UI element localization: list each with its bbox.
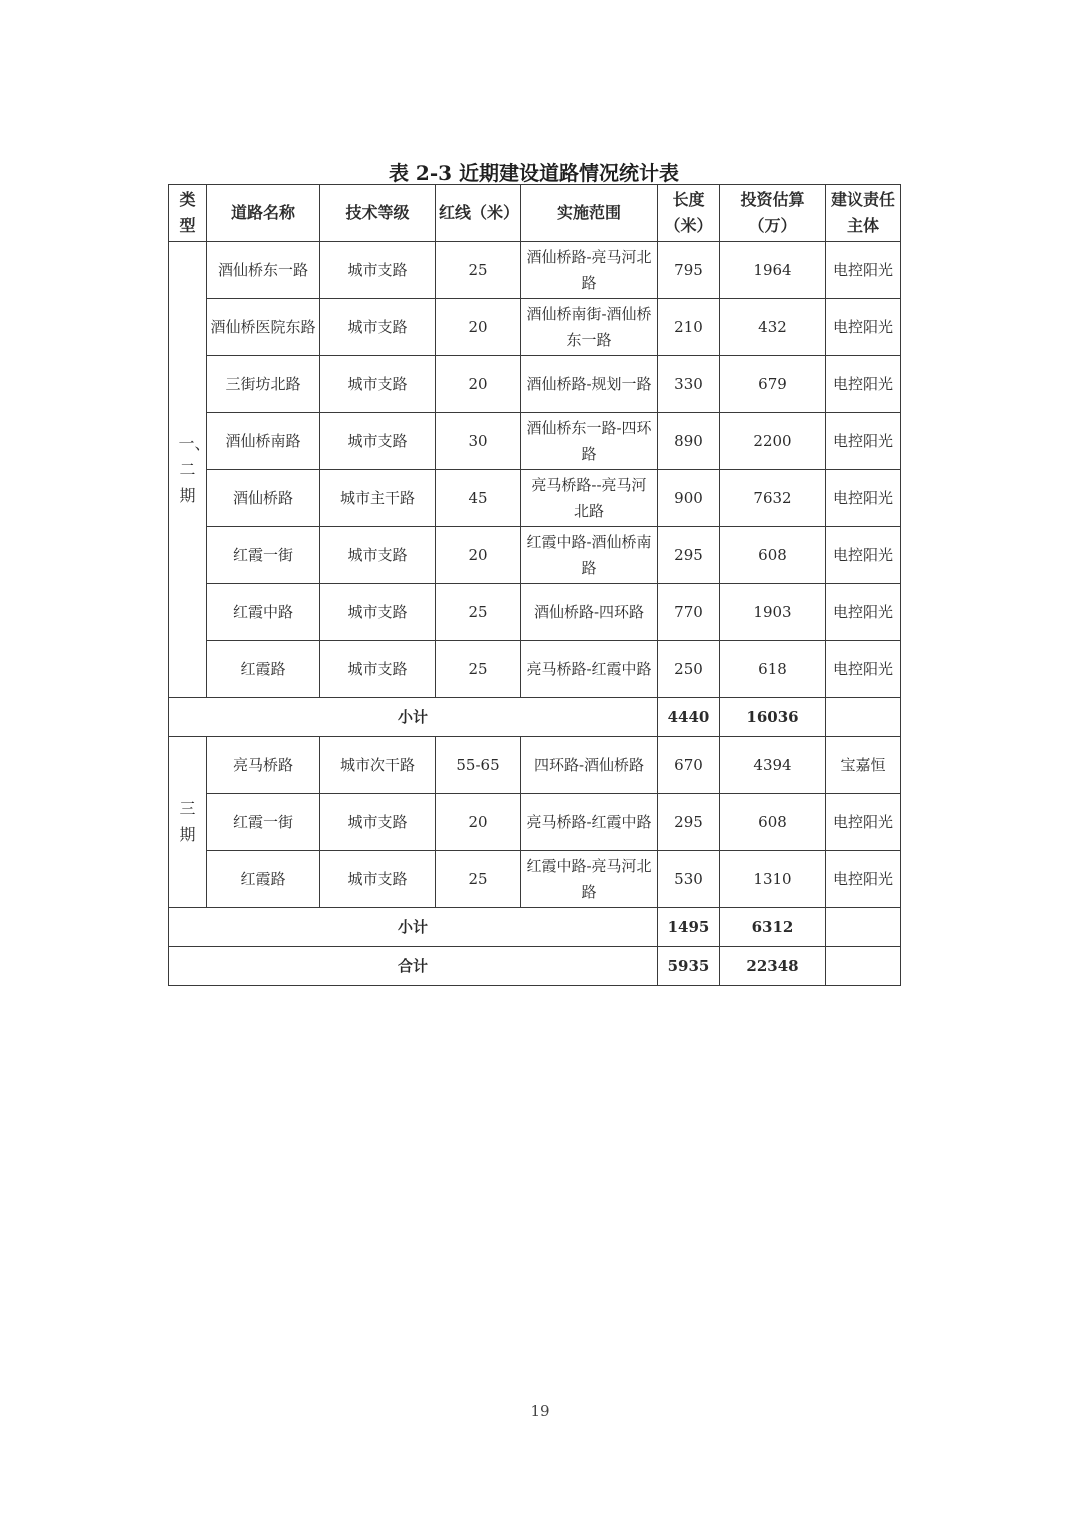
- road-statistics-table: [168, 184, 901, 986]
- cell-range: 亮马桥路-红霞中路: [521, 641, 658, 698]
- cell-name: 红霞一街: [207, 527, 320, 584]
- group-type-cell: [169, 242, 211, 698]
- cell-length: 295: [658, 527, 720, 584]
- cell-range: 酒仙桥南街-酒仙桥东一路: [521, 299, 658, 356]
- cell-range: 亮马桥路--亮马河北路: [521, 470, 658, 527]
- header-investment: 投资估算（万）: [720, 185, 826, 242]
- total-owner-empty: [826, 947, 901, 986]
- cell-grade: 城市支路: [320, 356, 436, 413]
- cell-owner: 电控阳光: [826, 470, 901, 527]
- cell-name: 酒仙桥路: [207, 470, 320, 527]
- subtotal-label: 小计: [169, 698, 658, 737]
- cell-length: 530: [658, 851, 720, 908]
- cell-investment: 1964: [720, 242, 826, 299]
- cell-length: 250: [658, 641, 720, 698]
- cell-name: 红霞中路: [207, 584, 320, 641]
- cell-owner: 电控阳光: [826, 584, 901, 641]
- group-type-label: 一、二期: [178, 433, 211, 505]
- cell-red-line: 30: [436, 413, 521, 470]
- cell-length: 770: [658, 584, 720, 641]
- cell-length: 670: [658, 737, 720, 794]
- table-row: [169, 641, 901, 698]
- subtotal-label: 小计: [169, 908, 658, 947]
- cell-range: 酒仙桥路-亮马河北路: [521, 242, 658, 299]
- subtotal-owner-empty: [826, 698, 901, 737]
- cell-investment: 618: [720, 641, 826, 698]
- cell-investment: 4394: [720, 737, 826, 794]
- cell-investment: 608: [720, 527, 826, 584]
- header-type: 类型: [169, 185, 207, 242]
- table-row: [169, 299, 901, 356]
- cell-investment: 432: [720, 299, 826, 356]
- cell-range: 红霞中路-酒仙桥南路: [521, 527, 658, 584]
- cell-red-line: 25: [436, 242, 521, 299]
- subtotal-length: 4440: [658, 698, 720, 737]
- cell-grade: 城市支路: [320, 242, 436, 299]
- cell-red-line: 25: [436, 851, 521, 908]
- subtotal-row: [169, 908, 901, 947]
- table-row: [169, 851, 901, 908]
- cell-name: 酒仙桥东一路: [207, 242, 320, 299]
- cell-grade: 城市次干路: [320, 737, 436, 794]
- table-row: [169, 737, 901, 794]
- table-row: [169, 584, 901, 641]
- cell-owner: 电控阳光: [826, 299, 901, 356]
- cell-owner: 电控阳光: [826, 242, 901, 299]
- cell-investment: 679: [720, 356, 826, 413]
- cell-grade: 城市支路: [320, 641, 436, 698]
- header-grade: 技术等级: [320, 185, 436, 242]
- cell-red-line: 20: [436, 794, 521, 851]
- subtotal-investment: 16036: [720, 698, 826, 737]
- cell-length: 330: [658, 356, 720, 413]
- cell-range: 亮马桥路-红霞中路: [521, 794, 658, 851]
- cell-red-line: 20: [436, 527, 521, 584]
- subtotal-row: [169, 698, 901, 737]
- cell-investment: 7632: [720, 470, 826, 527]
- table-row: [169, 527, 901, 584]
- cell-grade: 城市支路: [320, 584, 436, 641]
- header-range: 实施范围: [521, 185, 658, 242]
- table-row: [169, 242, 901, 299]
- cell-owner: 电控阳光: [826, 794, 901, 851]
- header-name: 道路名称: [207, 185, 320, 242]
- subtotal-length: 1495: [658, 908, 720, 947]
- cell-grade: 城市支路: [320, 851, 436, 908]
- cell-grade: 城市支路: [320, 794, 436, 851]
- cell-red-line: 45: [436, 470, 521, 527]
- cell-length: 890: [658, 413, 720, 470]
- cell-range: 酒仙桥东一路-四环路: [521, 413, 658, 470]
- cell-range: 红霞中路-亮马河北路: [521, 851, 658, 908]
- cell-length: 210: [658, 299, 720, 356]
- total-label: 合计: [169, 947, 658, 986]
- cell-investment: 608: [720, 794, 826, 851]
- header-length: 长度（米）: [658, 185, 720, 242]
- table-row: [169, 413, 901, 470]
- cell-investment: 1903: [720, 584, 826, 641]
- group-type-cell: [169, 737, 207, 908]
- total-length: 5935: [658, 947, 720, 986]
- cell-name: 亮马桥路: [207, 737, 320, 794]
- cell-name: 红霞路: [207, 641, 320, 698]
- header-row: [169, 185, 901, 242]
- cell-range: 酒仙桥路-四环路: [521, 584, 658, 641]
- page-number: 19: [530, 1402, 550, 1420]
- cell-grade: 城市支路: [320, 299, 436, 356]
- cell-name: 酒仙桥医院东路: [207, 299, 320, 356]
- table-row: [169, 356, 901, 413]
- cell-red-line: 20: [436, 356, 521, 413]
- header-owner: 建议责任主体: [826, 185, 901, 242]
- cell-range: 酒仙桥路-规划一路: [521, 356, 658, 413]
- header-red-line: 红线（米）: [436, 185, 521, 242]
- cell-owner: 电控阳光: [826, 413, 901, 470]
- cell-grade: 城市支路: [320, 413, 436, 470]
- cell-name: 红霞一街: [207, 794, 320, 851]
- cell-name: 红霞路: [207, 851, 320, 908]
- cell-owner: 宝嘉恒: [826, 737, 901, 794]
- subtotal-owner-empty: [826, 908, 901, 947]
- cell-owner: 电控阳光: [826, 851, 901, 908]
- cell-red-line: 20: [436, 299, 521, 356]
- group-type-label: 三期: [179, 799, 196, 844]
- cell-range: 四环路-酒仙桥路: [521, 737, 658, 794]
- cell-owner: 电控阳光: [826, 641, 901, 698]
- cell-grade: 城市支路: [320, 527, 436, 584]
- cell-length: 295: [658, 794, 720, 851]
- total-row: [169, 947, 901, 986]
- cell-red-line: 55-65: [436, 737, 521, 794]
- cell-name: 三街坊北路: [207, 356, 320, 413]
- cell-owner: 电控阳光: [826, 527, 901, 584]
- cell-length: 900: [658, 470, 720, 527]
- cell-investment: 1310: [720, 851, 826, 908]
- cell-red-line: 25: [436, 584, 521, 641]
- subtotal-investment: 6312: [720, 908, 826, 947]
- cell-investment: 2200: [720, 413, 826, 470]
- cell-name: 酒仙桥南路: [207, 413, 320, 470]
- table-title: 表 2-3 近期建设道路情况统计表: [388, 161, 680, 185]
- table-row: [169, 470, 901, 527]
- table-row: [169, 794, 901, 851]
- total-investment: 22348: [720, 947, 826, 986]
- cell-length: 795: [658, 242, 720, 299]
- cell-red-line: 25: [436, 641, 521, 698]
- cell-owner: 电控阳光: [826, 356, 901, 413]
- cell-grade: 城市主干路: [320, 470, 436, 527]
